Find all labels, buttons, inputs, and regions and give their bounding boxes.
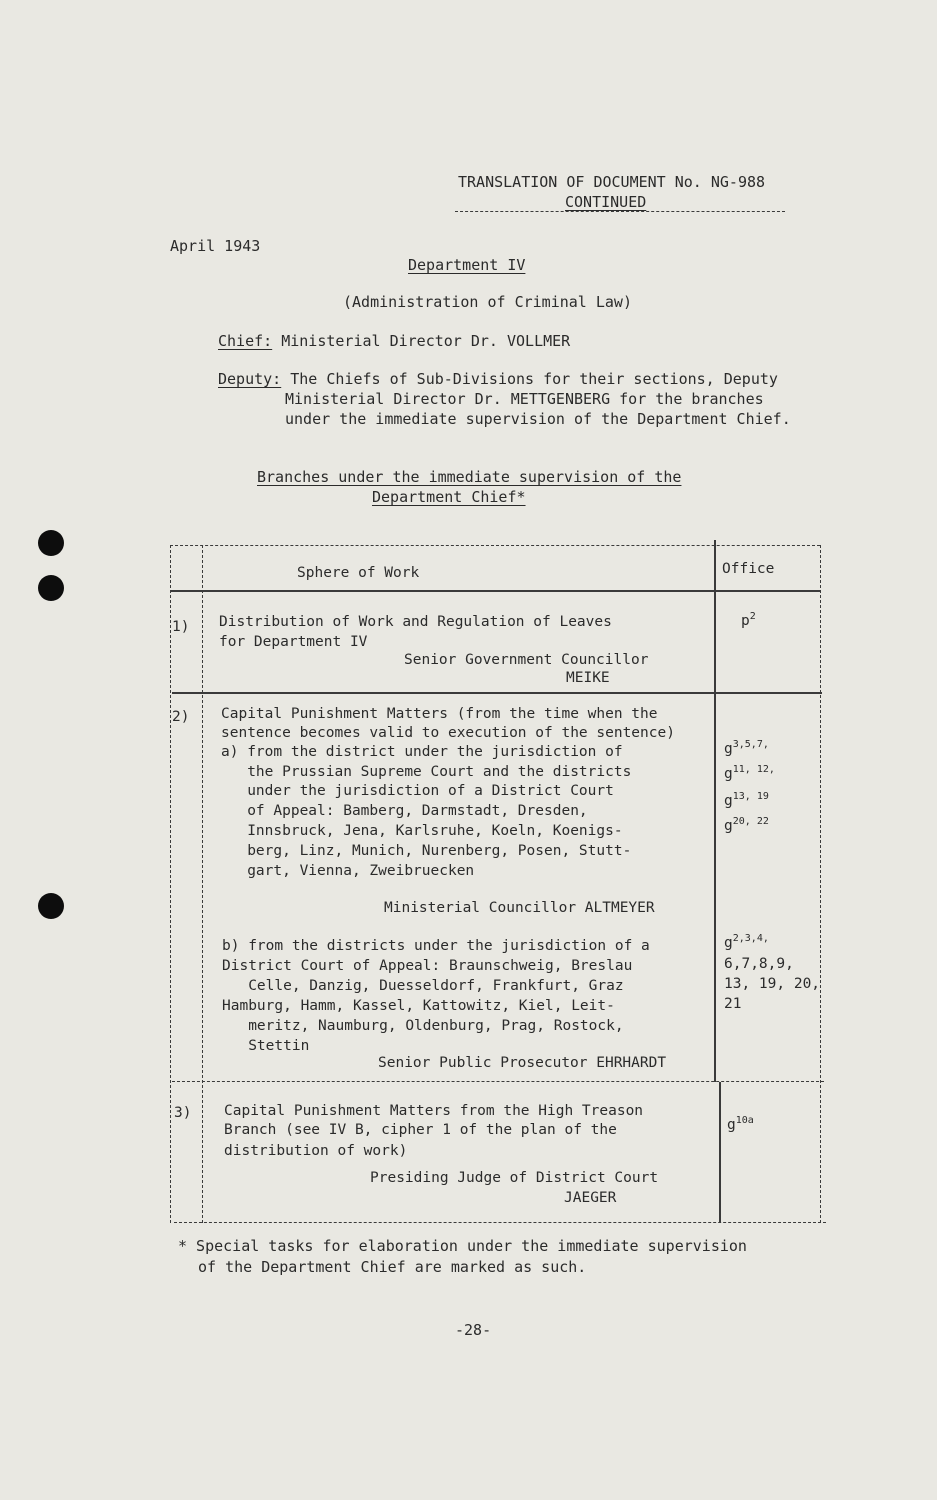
- table-header-rule: [170, 590, 820, 592]
- row1-official-title: Senior Government Councillor: [404, 652, 649, 668]
- branches-heading-2: Department Chief*: [372, 488, 526, 506]
- row2-a-office-1: [724, 740, 769, 760]
- deputy-line-3: under the immediate supervision of the Department Chief.: [285, 410, 791, 428]
- table-right-border: [820, 545, 821, 1223]
- row2-a-office-1-base: g: [724, 741, 733, 757]
- page-number: -28-: [455, 1321, 492, 1339]
- row1-line-2: for Department IV: [219, 634, 368, 650]
- office-column-divider-lower: [719, 1082, 721, 1222]
- deputy-line-2: Ministerial Director Dr. METTGENBERG for the branches: [285, 390, 764, 408]
- row2-a-line-5: Innsbruck, Jena, Karlsruhe, Koeln, Koenigs-: [221, 823, 623, 839]
- row2-a-office-2-base: g: [724, 766, 733, 782]
- row1-line-1: Distribution of Work and Regulation of Leaves: [219, 614, 612, 630]
- row2-a-official: Ministerial Councillor ALTMEYER: [384, 900, 655, 916]
- chief-text: Ministerial Director Dr. VOLLMER: [281, 332, 571, 350]
- num-column-divider: [202, 545, 203, 1223]
- row2-b-line-5: meritz, Naumburg, Oldenburg, Prag, Rostock,: [222, 1018, 624, 1034]
- row3-line-1: Capital Punishment Matters from the High Treason: [224, 1103, 644, 1119]
- row2-b-office-2: 6,7,8,9,: [724, 956, 794, 972]
- row2-b-line-4: Hamburg, Hamm, Kassel, Kattowitz, Kiel, Leit-: [222, 998, 615, 1014]
- row2-b-office-1-sup: 2,3,4,: [732, 933, 769, 945]
- row2-b-line-3: Celle, Danzig, Duesseldorf, Frankfurt, Graz: [222, 978, 624, 994]
- row1-bottom-rule: [172, 692, 822, 694]
- row2-a-office-2-sup: 11, 12,: [732, 764, 775, 776]
- chief-line: [218, 331, 570, 351]
- col-header-sphere: Sphere of Work: [297, 565, 420, 581]
- row1-office: [741, 612, 756, 632]
- table-left-border: [170, 545, 171, 1223]
- table-bottom-rule: [174, 1222, 826, 1223]
- deputy-line-1: [218, 369, 778, 389]
- row2-b-official: Senior Public Prosecutor EHRHARDT: [378, 1055, 667, 1071]
- row2-a-office-3-sup: 13, 19: [732, 791, 769, 803]
- row3-office-base: g: [727, 1117, 736, 1133]
- row3-office-sup: 10a: [735, 1115, 754, 1127]
- row2-a-office-4-base: g: [724, 818, 733, 834]
- row3-line-3: distribution of work): [224, 1143, 408, 1159]
- department-title: Department IV: [408, 256, 526, 274]
- row2-a-office-4: [724, 817, 769, 837]
- row3-office: [727, 1116, 754, 1136]
- row2-b-line-2: District Court of Appeal: Braunschweig, Breslau: [222, 958, 633, 974]
- row2-intro-1: Capital Punishment Matters (from the time when the: [221, 706, 658, 722]
- row2-intro-2: sentence becomes valid to execution of the sentence): [221, 725, 675, 741]
- footnote-line-1: * Special tasks for elaboration under the immediate supervision: [178, 1237, 747, 1255]
- punch-hole-top: [38, 530, 64, 556]
- row1-office-base: p: [741, 613, 750, 629]
- continued-label: CONTINUED: [565, 193, 647, 211]
- row2-a-line-7: gart, Vienna, Zweibruecken: [221, 863, 475, 879]
- translation-header: TRANSLATION OF DOCUMENT No. NG-988: [458, 173, 766, 191]
- row1-official-name: MEIKE: [566, 670, 610, 686]
- row3-number: 3): [174, 1105, 192, 1121]
- row3-official-name: JAEGER: [564, 1190, 617, 1206]
- row2-a-line-3: under the jurisdiction of a District Court: [221, 783, 614, 799]
- punch-hole-bottom: [38, 893, 64, 919]
- row2-a-office-4-sup: 20, 22: [732, 816, 769, 828]
- row2-number: 2): [172, 709, 190, 725]
- row2-a-line-1: a) from the district under the jurisdiction of: [221, 744, 623, 760]
- row2-bottom-rule: [172, 1081, 824, 1082]
- department-subtitle: (Administration of Criminal Law): [343, 293, 632, 311]
- col-header-office: Office: [722, 561, 775, 577]
- row2-a-office-1-sup: 3,5,7,: [732, 739, 769, 751]
- row2-b-line-6: Stettin: [222, 1038, 310, 1054]
- row3-official-title: Presiding Judge of District Court: [370, 1170, 659, 1186]
- row2-b-office-4: 21: [724, 996, 742, 1012]
- row1-number: 1): [172, 619, 190, 635]
- office-column-divider: [714, 540, 716, 1082]
- row2-a-line-6: berg, Linz, Munich, Nurenberg, Posen, Stutt-: [221, 843, 632, 859]
- row3-line-2: Branch (see IV B, cipher 1 of the plan of the: [224, 1122, 617, 1138]
- row2-b-line-1: b) from the districts under the jurisdiction of a: [222, 938, 650, 954]
- row2-a-line-2: the Prussian Supreme Court and the districts: [221, 764, 632, 780]
- deputy-label: Deputy:: [218, 370, 282, 388]
- row2-a-office-3-base: g: [724, 793, 733, 809]
- punch-hole-middle: [38, 575, 64, 601]
- branches-heading-1: Branches under the immediate supervision of the: [257, 468, 682, 486]
- table-top-rule: [170, 545, 820, 546]
- document-date: April 1943: [170, 237, 261, 255]
- footnote-line-2: of the Department Chief are marked as such.: [198, 1258, 587, 1276]
- row1-office-sup: 2: [749, 611, 756, 623]
- row2-b-office-1-base: g: [724, 935, 733, 951]
- row2-a-office-3: [724, 792, 769, 812]
- chief-label: Chief:: [218, 332, 273, 350]
- row2-a-office-2: [724, 765, 775, 785]
- row2-a-line-4: of Appeal: Bamberg, Darmstadt, Dresden,: [221, 803, 588, 819]
- row2-b-office-3: 13, 19, 20,: [724, 976, 821, 992]
- row2-b-office-1: [724, 934, 769, 954]
- deputy-text-1: The Chiefs of Sub-Divisions for their sections, Deputy: [290, 370, 778, 388]
